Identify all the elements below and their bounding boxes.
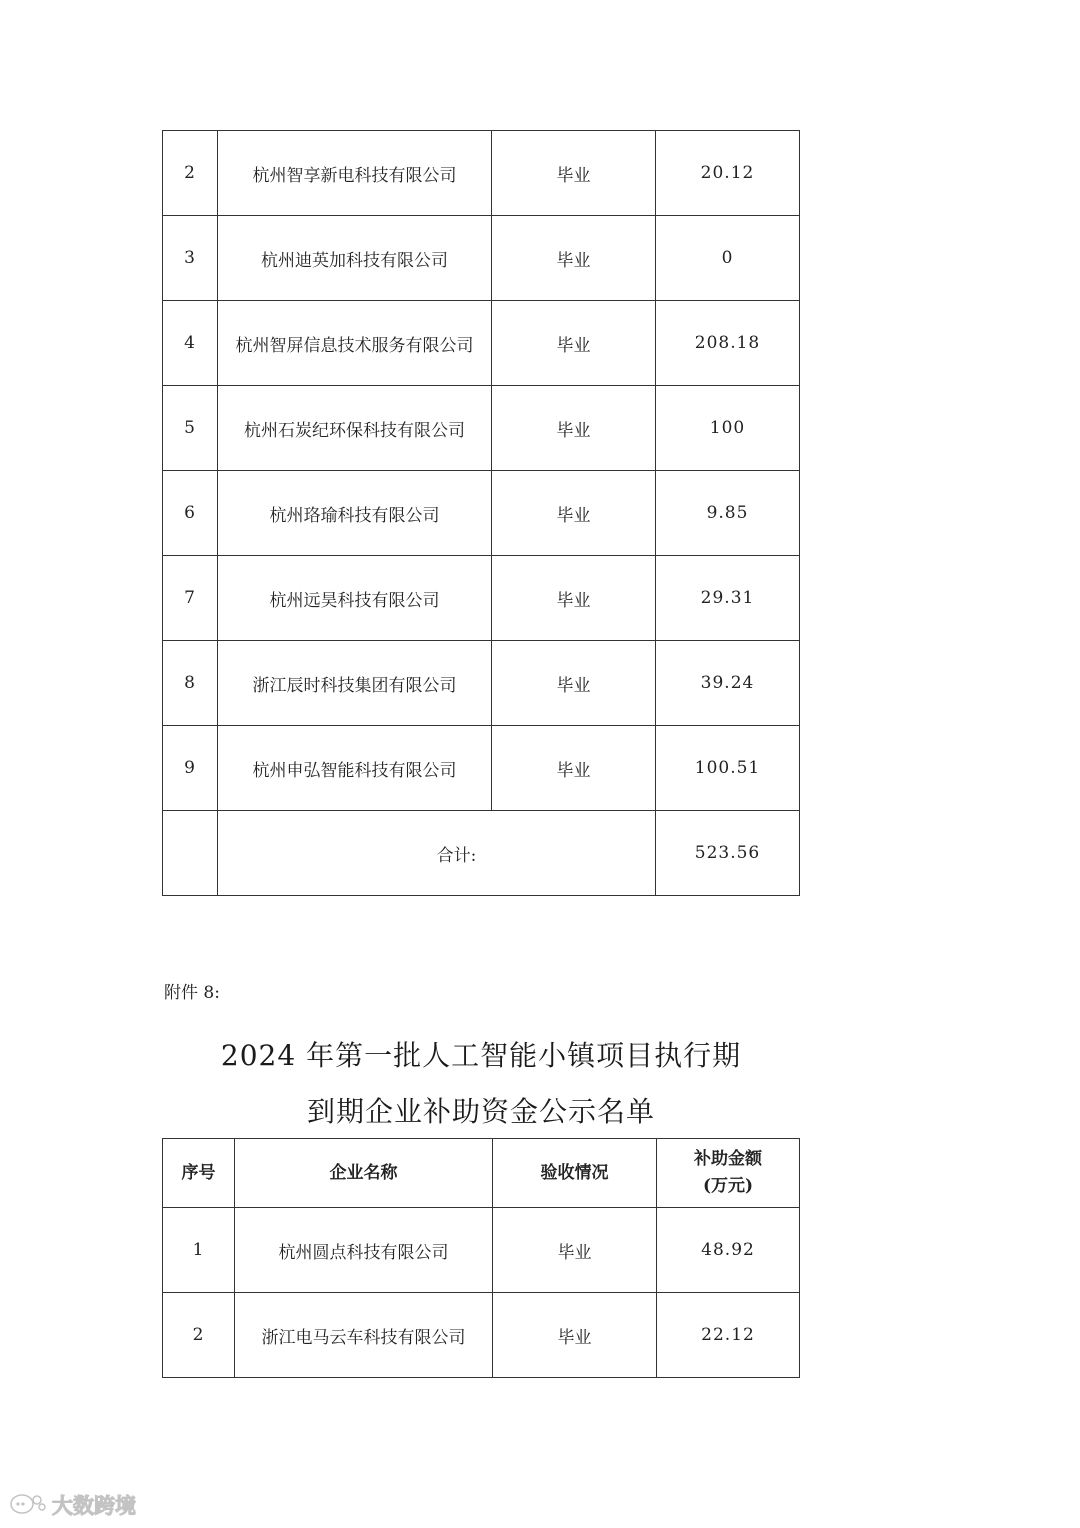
table-row xyxy=(163,556,800,641)
header-status: 验收情况 xyxy=(493,1139,657,1208)
header-amount xyxy=(657,1139,800,1208)
chat-bubble-icon xyxy=(8,1492,48,1518)
row-index: 8 xyxy=(163,641,218,726)
company-name: 杭州圆点科技有限公司 xyxy=(235,1208,493,1293)
company-name: 杭州申弘智能科技有限公司 xyxy=(218,726,492,811)
total-row xyxy=(163,811,800,896)
company-name: 杭州珞瑜科技有限公司 xyxy=(218,471,492,556)
subsidy-table-continued xyxy=(162,130,800,896)
row-index: 6 xyxy=(163,471,218,556)
subsidy-amount: 100 xyxy=(656,386,800,471)
acceptance-status: 毕业 xyxy=(492,471,656,556)
acceptance-status: 毕业 xyxy=(492,386,656,471)
acceptance-status: 毕业 xyxy=(492,641,656,726)
company-name: 杭州迪英加科技有限公司 xyxy=(218,216,492,301)
table-row xyxy=(163,1208,800,1293)
document-title-line-1: 2024 年第一批人工智能小镇项目执行期 xyxy=(220,1039,742,1072)
company-name: 浙江辰时科技集团有限公司 xyxy=(218,641,492,726)
company-name: 浙江电马云车科技有限公司 xyxy=(235,1293,493,1378)
total-label: 合计: xyxy=(218,811,656,896)
subsidy-amount: 208.18 xyxy=(656,301,800,386)
table-row xyxy=(163,471,800,556)
row-index: 7 xyxy=(163,556,218,641)
header-amount-line-1: 补助金额 xyxy=(694,1149,762,1169)
subsidy-amount: 20.12 xyxy=(656,131,800,216)
row-index: 9 xyxy=(163,726,218,811)
table-row xyxy=(163,641,800,726)
subsidy-amount: 39.24 xyxy=(656,641,800,726)
document-title-line-2: 到期企业补助资金公示名单 xyxy=(306,1095,655,1128)
subsidy-amount: 22.12 xyxy=(657,1293,800,1378)
acceptance-status: 毕业 xyxy=(493,1208,657,1293)
acceptance-status: 毕业 xyxy=(492,556,656,641)
table-row xyxy=(163,301,800,386)
company-name: 杭州石炭纪环保科技有限公司 xyxy=(218,386,492,471)
subsidy-amount: 9.85 xyxy=(656,471,800,556)
table-header-row xyxy=(163,1139,800,1208)
row-index: 2 xyxy=(163,131,218,216)
acceptance-status: 毕业 xyxy=(492,131,656,216)
table-row xyxy=(163,216,800,301)
acceptance-status: 毕业 xyxy=(493,1293,657,1378)
company-name: 杭州智享新电科技有限公司 xyxy=(218,131,492,216)
acceptance-status: 毕业 xyxy=(492,216,656,301)
watermark xyxy=(8,1490,136,1520)
company-name: 杭州远昊科技有限公司 xyxy=(218,556,492,641)
total-amount: 523.56 xyxy=(656,811,800,896)
subsidy-amount: 48.92 xyxy=(657,1208,800,1293)
header-index: 序号 xyxy=(163,1139,235,1208)
row-index: 1 xyxy=(163,1208,235,1293)
acceptance-status: 毕业 xyxy=(492,301,656,386)
watermark-text: 大数跨境 xyxy=(52,1494,136,1518)
subsidy-amount: 0 xyxy=(656,216,800,301)
header-amount-line-2: (万元) xyxy=(702,1176,754,1196)
row-index: 4 xyxy=(163,301,218,386)
acceptance-status: 毕业 xyxy=(492,726,656,811)
row-index: 5 xyxy=(163,386,218,471)
table-row xyxy=(163,131,800,216)
attachment-label: 附件 8: xyxy=(164,983,220,1003)
subsidy-amount: 100.51 xyxy=(656,726,800,811)
company-name: 杭州智屏信息技术服务有限公司 xyxy=(218,301,492,386)
header-company: 企业名称 xyxy=(235,1139,493,1208)
row-index: 2 xyxy=(163,1293,235,1378)
subsidy-table-attachment-8 xyxy=(162,1138,800,1378)
table-row xyxy=(163,726,800,811)
table-row xyxy=(163,1293,800,1378)
subsidy-amount: 29.31 xyxy=(656,556,800,641)
row-index: 3 xyxy=(163,216,218,301)
table-row xyxy=(163,386,800,471)
total-index-empty xyxy=(163,811,218,896)
